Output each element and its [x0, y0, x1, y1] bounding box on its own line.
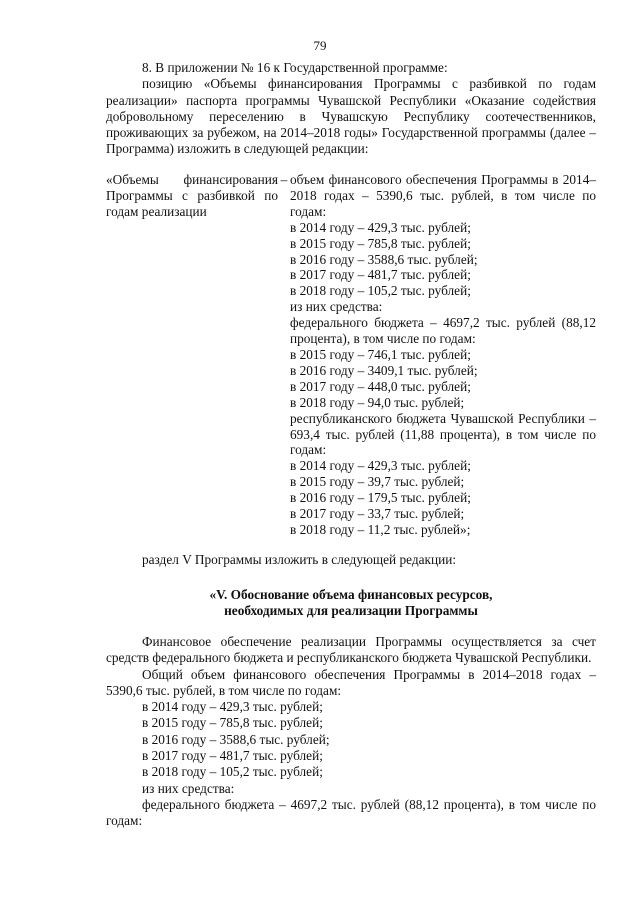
table-right-line: в 2016 году – 179,5 тыс. рублей; [290, 490, 471, 506]
table-left-cell: «Объемы финансирования Программы с разбивкой по годам реализации [106, 172, 278, 219]
body-year-line: в 2016 году – 3588,6 тыс. рублей; [142, 731, 330, 747]
table-right-line: в 2014 году – 429,3 тыс. рублей; [290, 219, 471, 235]
section-note-block [106, 552, 596, 568]
table-right-line: в 2014 году – 429,3 тыс. рублей; [290, 458, 471, 474]
section-heading [106, 587, 596, 620]
section-note: раздел V Программы изложить в следующей редакции: [142, 552, 457, 567]
table-right-line: в 2015 году – 746,1 тыс. рублей; [290, 346, 471, 362]
table-right-line: в 2016 году – 3409,1 тыс. рублей; [290, 362, 478, 378]
body-year-line: в 2017 году – 481,7 тыс. рублей; [142, 748, 323, 764]
body-block [106, 634, 596, 830]
table-right-line: в 2018 году – 94,0 тыс. рублей; [290, 394, 465, 410]
intro-item: 8. В приложении № 16 к Государственной программе: [142, 60, 448, 75]
table-right-line: в 2018 году – 11,2 тыс. рублей»; [290, 521, 471, 537]
table-right-line: объем финансового обеспечения Программы в 2014–2018 годах – 5390,6 тыс. рублей, в том числе по годам: [290, 172, 596, 219]
table-right-line: федерального бюджета – 4697,2 тыс. рублей (88,12 процента), в том числе по годам: [290, 315, 596, 347]
body-year-line: в 2015 году – 785,8 тыс. рублей; [142, 715, 323, 731]
table-right-line: в 2017 году – 448,0 тыс. рублей; [290, 378, 471, 394]
table-dash: – [280, 172, 288, 187]
section-heading-line-1: «V. Обоснование объема финансовых ресурсов, [209, 587, 493, 602]
body-year-line: в 2018 году – 105,2 тыс. рублей; [142, 764, 323, 780]
body-federal: федерального бюджета – 4697,2 тыс. рублей (88,12 процента), в том числе по годам: [106, 796, 596, 829]
table-right-line: в 2017 году – 481,7 тыс. рублей; [290, 267, 471, 283]
page-number: 79 [313, 38, 327, 53]
body-paragraph-2: Общий объем финансового обеспечения Программы в 2014–2018 годах – 5390,6 тыс. рублей, в том числе по годам: [106, 666, 596, 698]
table-right-line: республиканского бюджета Чувашской Республики – 693,4 тыс. рублей (11,88 процента), в том числе по годам: [290, 410, 596, 458]
section-heading-line-2: необходимых для реализации Программы [224, 603, 478, 619]
table-right-cell [290, 172, 596, 538]
table-right-line: в 2016 году – 3588,6 тыс. рублей; [290, 251, 478, 267]
table-right-line: из них средства: [290, 299, 383, 315]
body-year-line: в 2014 году – 429,3 тыс. рублей; [142, 699, 323, 715]
table-right-line: в 2015 году – 785,8 тыс. рублей; [290, 235, 471, 251]
table-right-line: в 2018 году – 105,2 тыс. рублей; [290, 283, 471, 299]
body-paragraph-1: Финансовое обеспечение реализации Программы осуществляется за счет средств федерального бюджета и республиканского бюджета Чувашской Республики. [106, 634, 596, 666]
table-right-line: в 2017 году – 33,7 тыс. рублей; [290, 506, 465, 522]
intro-block [106, 60, 596, 158]
intro-position-text: позицию «Объемы финансирования Программы с разбивкой по годам реализации» паспорта программы Чувашской Республики «Оказание содействия добровольному переселению в Чувашскую Республику соотечественников, проживающих за рубежом, на 2014–2018 годы» Государственной программы (далее – Программа) изложить в следующей редакции: [106, 76, 596, 157]
table-right-line: в 2015 году – 39,7 тыс. рублей; [290, 474, 465, 490]
body-from-them: из них средства: [142, 780, 235, 796]
